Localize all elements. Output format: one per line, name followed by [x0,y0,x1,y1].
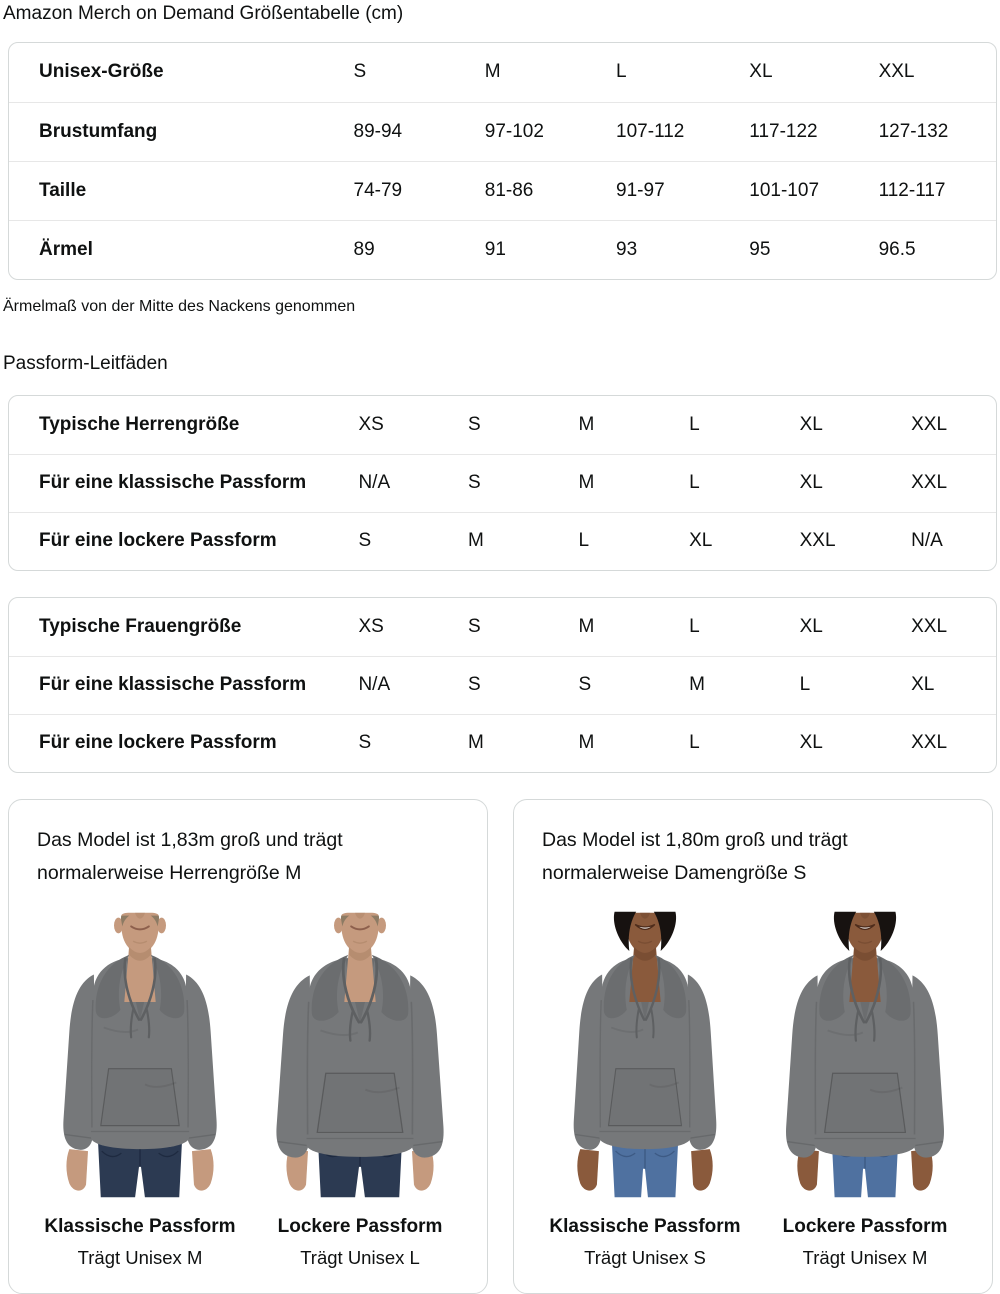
size-col-header: XXL [878,61,915,83]
model-photo-male-classic [37,907,243,1200]
table-header-row [9,598,996,656]
table-cell: S [354,714,464,772]
size-col-header: L [689,413,700,435]
size-col-header: L [689,615,700,637]
size-col-header: XL [799,615,823,637]
fit-guides-title: Passform-Leitfäden [3,353,168,374]
size-col-header: L [616,61,627,83]
table-header-row [9,43,996,102]
size-col-header: M [578,615,595,637]
model-cards [8,799,992,1294]
table-cell: M [685,656,796,714]
table-cell: XL [796,714,908,772]
size-col-header: XL [799,413,823,435]
table-cell: XXL [907,454,996,512]
row-label: Typische Herrengröße [39,413,240,435]
photo-row [37,907,463,1269]
photo-figure [37,907,243,1269]
table-cell: 96.5 [875,220,996,279]
table-cell: XXL [796,512,908,570]
row-label: Für eine lockere Passform [9,512,354,570]
table-row-sleeve [9,220,996,279]
size-col-header: XXL [911,615,948,637]
row-label: Typische Frauengröße [39,615,242,637]
row-label: Brustumfang [9,102,350,161]
table-header-row [9,396,996,454]
table-cell: M [464,512,575,570]
model-description: Das Model ist 1,80m groß und trägt normalerweise Damengröße S [542,829,848,884]
table-row-loose-fit [9,714,996,772]
size-caption: Trägt Unisex S [584,1247,706,1268]
table-cell: 117-122 [745,102,874,161]
photo-figure [542,907,748,1269]
table-cell: 74-79 [350,161,481,220]
table-cell: 89-94 [350,102,481,161]
table-cell: XXL [907,714,996,772]
table-cell: 89 [350,220,481,279]
table-cell: XL [685,512,796,570]
fit-caption: Klassische Passform [44,1216,236,1237]
row-label: Für eine klassische Passform [9,656,354,714]
size-col-header: XS [358,615,384,637]
female-model-card [513,799,993,1294]
table-cell: 93 [612,220,745,279]
size-col-header: S [353,61,367,83]
table-cell: N/A [907,512,996,570]
table-cell: N/A [354,454,464,512]
photo-figure [257,907,463,1269]
table-cell: XL [907,656,996,714]
table-row-classic-fit [9,454,996,512]
fit-caption: Klassische Passform [549,1216,741,1237]
table-cell: S [464,656,575,714]
table-cell: 91 [481,220,612,279]
table-cell: L [685,714,796,772]
womens-fit-table [8,597,997,773]
table-cell: 91-97 [612,161,745,220]
table-row-loose-fit [9,512,996,570]
table-cell: S [354,512,464,570]
table-cell: L [575,512,686,570]
table-cell: L [685,454,796,512]
model-description: Das Model ist 1,83m groß und trägt normalerweise Herrengröße M [37,829,343,884]
row-label: Unisex-Größe [39,61,164,83]
table-cell: M [464,714,575,772]
table-row-classic-fit [9,656,996,714]
row-label: Für eine lockere Passform [9,714,354,772]
table-cell: 112-117 [875,161,996,220]
table-cell: 95 [745,220,874,279]
unisex-size-table [8,42,997,280]
fit-caption: Lockere Passform [782,1216,948,1237]
table-cell: 107-112 [612,102,745,161]
photo-figure [762,907,968,1269]
size-caption: Trägt Unisex L [300,1247,420,1268]
table-row-waist [9,161,996,220]
table-cell: L [796,656,908,714]
male-model-card [8,799,488,1294]
size-caption: Trägt Unisex M [802,1247,928,1268]
page-title: Amazon Merch on Demand Größentabelle (cm) [3,3,404,24]
size-col-header: XL [749,61,773,83]
row-label: Ärmel [9,220,350,279]
model-photo-female-loose [762,907,968,1200]
table-cell: XL [796,454,908,512]
table-cell: S [464,454,575,512]
table-cell: 127-132 [875,102,996,161]
row-label: Für eine klassische Passform [9,454,354,512]
size-col-header: S [468,413,481,435]
size-col-header: XS [358,413,384,435]
mens-fit-table [8,395,997,571]
size-col-header: XXL [911,413,948,435]
table-cell: 101-107 [745,161,874,220]
table-cell: S [575,656,686,714]
table-row-chest [9,102,996,161]
table-cell: 81-86 [481,161,612,220]
photo-row [542,907,968,1269]
model-photo-male-loose [257,907,463,1200]
table-cell: M [575,714,686,772]
size-col-header: S [468,615,481,637]
size-col-header: M [484,61,501,83]
table-cell: N/A [354,656,464,714]
sleeve-measure-note: Ärmelmaß von der Mitte des Nackens genommen [3,298,356,315]
row-label: Taille [9,161,350,220]
table-cell: M [575,454,686,512]
size-caption: Trägt Unisex M [77,1247,203,1268]
table-cell: 97-102 [481,102,612,161]
size-col-header: M [578,413,595,435]
model-photo-female-classic [542,907,748,1200]
fit-caption: Lockere Passform [277,1216,443,1237]
